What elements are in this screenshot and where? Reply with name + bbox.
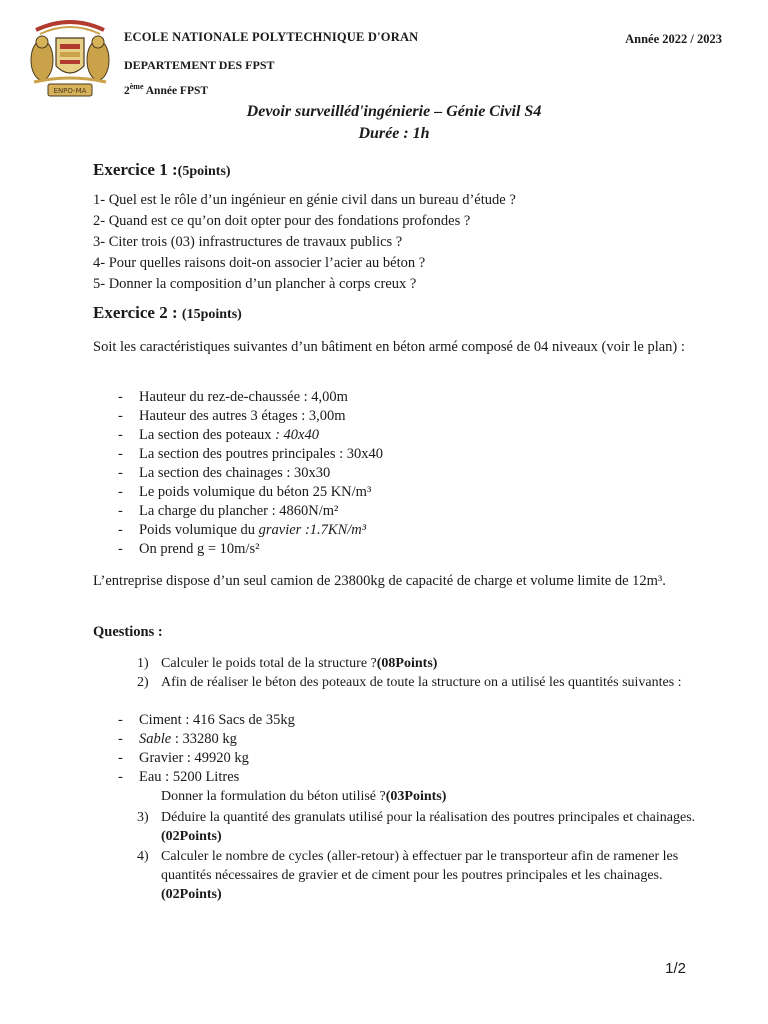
question-text: Calculer le poids total de la structure ? — [161, 656, 377, 671]
question-number: 1) — [137, 656, 149, 671]
question-4 — [137, 847, 699, 904]
page-number: 1/2 — [665, 960, 686, 977]
exercise2-points: (15points) — [181, 307, 242, 322]
characteristic-item: - Hauteur des autres 3 étages : 3,00m — [118, 408, 346, 424]
questions-header: Questions : — [93, 624, 163, 640]
crest-icon — [28, 14, 112, 102]
question-number: 2) — [137, 675, 149, 690]
question-text: Donner la formulation du béton utilisé ? — [161, 789, 386, 804]
question-points: (02Points) — [161, 887, 222, 902]
year-label: Année FPST — [143, 84, 209, 97]
material-name: Gravier — [139, 750, 184, 766]
question-1 — [137, 654, 699, 673]
exercise1-title — [93, 160, 231, 180]
material-value: : 49920 kg — [183, 750, 249, 766]
question-text: Déduire la quantité des granulats utilisé pour la réalisation des poutres principales et chainages. — [161, 810, 696, 825]
question-number: 3) — [137, 810, 149, 825]
characteristic-italic: : 40x40 — [275, 427, 319, 443]
question-text: Calculer le nombre de cycles (aller-retour) à effectuer par le transporteur afin de ramener les quantités nécessaires de gravier et de ciment pour les poutres principales et les chainages. — [161, 849, 679, 883]
exercise1-label: Exercice 1 : — [93, 160, 178, 179]
exercise1-question: 1- Quel est le rôle d’un ingénieur en génie civil dans un bureau d’étude ? — [93, 192, 516, 208]
question-points: (03Points) — [385, 789, 447, 804]
characteristic-text: Hauteur du rez-de-chaussée : 4,00m — [139, 389, 348, 405]
exam-duration: Durée : 1h — [358, 125, 430, 142]
class-year — [124, 82, 208, 97]
characteristic-item: - La section des poutres principales : 30x40 — [118, 446, 384, 462]
school-logo — [28, 14, 112, 102]
characteristic-item: - La section des chainages : 30x30 — [118, 465, 331, 481]
question-text-wrap — [161, 654, 699, 673]
school-name: ECOLE NATIONALE POLYTECHNIQUE D'ORAN — [124, 30, 419, 44]
characteristic-text: Le poids volumique du béton 25 KN/m³ — [139, 484, 372, 500]
question-2 — [137, 673, 699, 692]
characteristic-italic: gravier :1.7KN/m³ — [258, 522, 367, 538]
material-value: : 33280 kg — [171, 731, 237, 747]
material-item: - Eau : 5200 Litres — [118, 769, 240, 785]
material-name: Ciment — [139, 712, 182, 728]
characteristic-text: Poids volumique du — [139, 522, 259, 538]
exercise1-question: 5- Donner la composition d’un plancher à corps creux ? — [93, 276, 417, 292]
logo-caption: ENPO-MA — [53, 87, 87, 95]
truck-capacity-text: L’entreprise dispose d’un seul camion de 23800kg de capacité de charge et volume limite de 12m³. — [93, 573, 666, 589]
material-name: Sable — [139, 731, 172, 747]
question-number: 4) — [137, 849, 149, 864]
material-item: - Gravier : 49920 kg — [118, 750, 249, 766]
characteristic-item: - La section des poteaux : 40x40 — [118, 427, 319, 443]
question-text: Afin de réaliser le béton des poteaux de toute la structure on a utilisé les quantités suivantes : — [161, 675, 682, 690]
exercise2-label: Exercice 2 : — [93, 303, 182, 322]
material-value: : 5200 Litres — [161, 769, 240, 785]
characteristic-item: - Poids volumique du gravier :1.7KN/m³ — [118, 522, 367, 538]
question-3 — [137, 808, 699, 846]
year-suffix: ème — [129, 82, 144, 91]
exercise2-title — [93, 303, 242, 323]
material-value: : 416 Sacs de 35kg — [181, 712, 295, 728]
exercise2-intro: Soit les caractéristiques suivantes d’un bâtiment en béton armé composé de 04 niveaux (voir le plan) : — [93, 339, 685, 355]
characteristic-text: On prend g = 10m/s² — [139, 541, 260, 557]
department-name: DEPARTEMENT DES FPST — [124, 58, 275, 72]
characteristic-text: Hauteur des autres 3 étages : 3,00m — [139, 408, 346, 424]
exercise1-question: 4- Pour quelles raisons doit-on associer l’acier au béton ? — [93, 255, 426, 271]
characteristic-text: La section des chainages : 30x30 — [139, 465, 331, 481]
characteristic-item: - La charge du plancher : 4860N/m² — [118, 503, 339, 519]
characteristic-text: La charge du plancher : 4860N/m² — [139, 503, 339, 519]
characteristic-text: La section des poutres principales : 30x40 — [139, 446, 384, 462]
exam-title: Devoir surveilléd'ingénierie – Génie Civil S4 — [246, 103, 542, 120]
material-name: Eau — [139, 769, 162, 785]
material-item: - Ciment : 416 Sacs de 35kg — [118, 712, 295, 728]
year-number: 2 — [124, 84, 130, 97]
question-points: (08Points) — [376, 656, 438, 671]
exercise1-question: 2- Quand est ce qu’on doit opter pour des fondations profondes ? — [93, 213, 471, 229]
academic-year: Année 2022 / 2023 — [625, 32, 722, 46]
question-text-wrap — [161, 847, 699, 904]
exercise1-points: (5points) — [177, 164, 231, 179]
characteristic-item: - Hauteur du rez-de-chaussée : 4,00m — [118, 389, 348, 405]
material-item: - Sable : 33280 kg — [118, 731, 237, 747]
exercise1-question: 3- Citer trois (03) infrastructures de travaux publics ? — [93, 234, 403, 250]
question-2-followup — [161, 789, 446, 805]
characteristic-item: - On prend g = 10m/s² — [118, 541, 260, 557]
characteristic-text: La section des poteaux — [139, 427, 276, 443]
characteristic-item: - Le poids volumique du béton 25 KN/m³ — [118, 484, 372, 500]
question-text-wrap — [161, 808, 699, 846]
question-points: (02Points) — [161, 829, 222, 844]
